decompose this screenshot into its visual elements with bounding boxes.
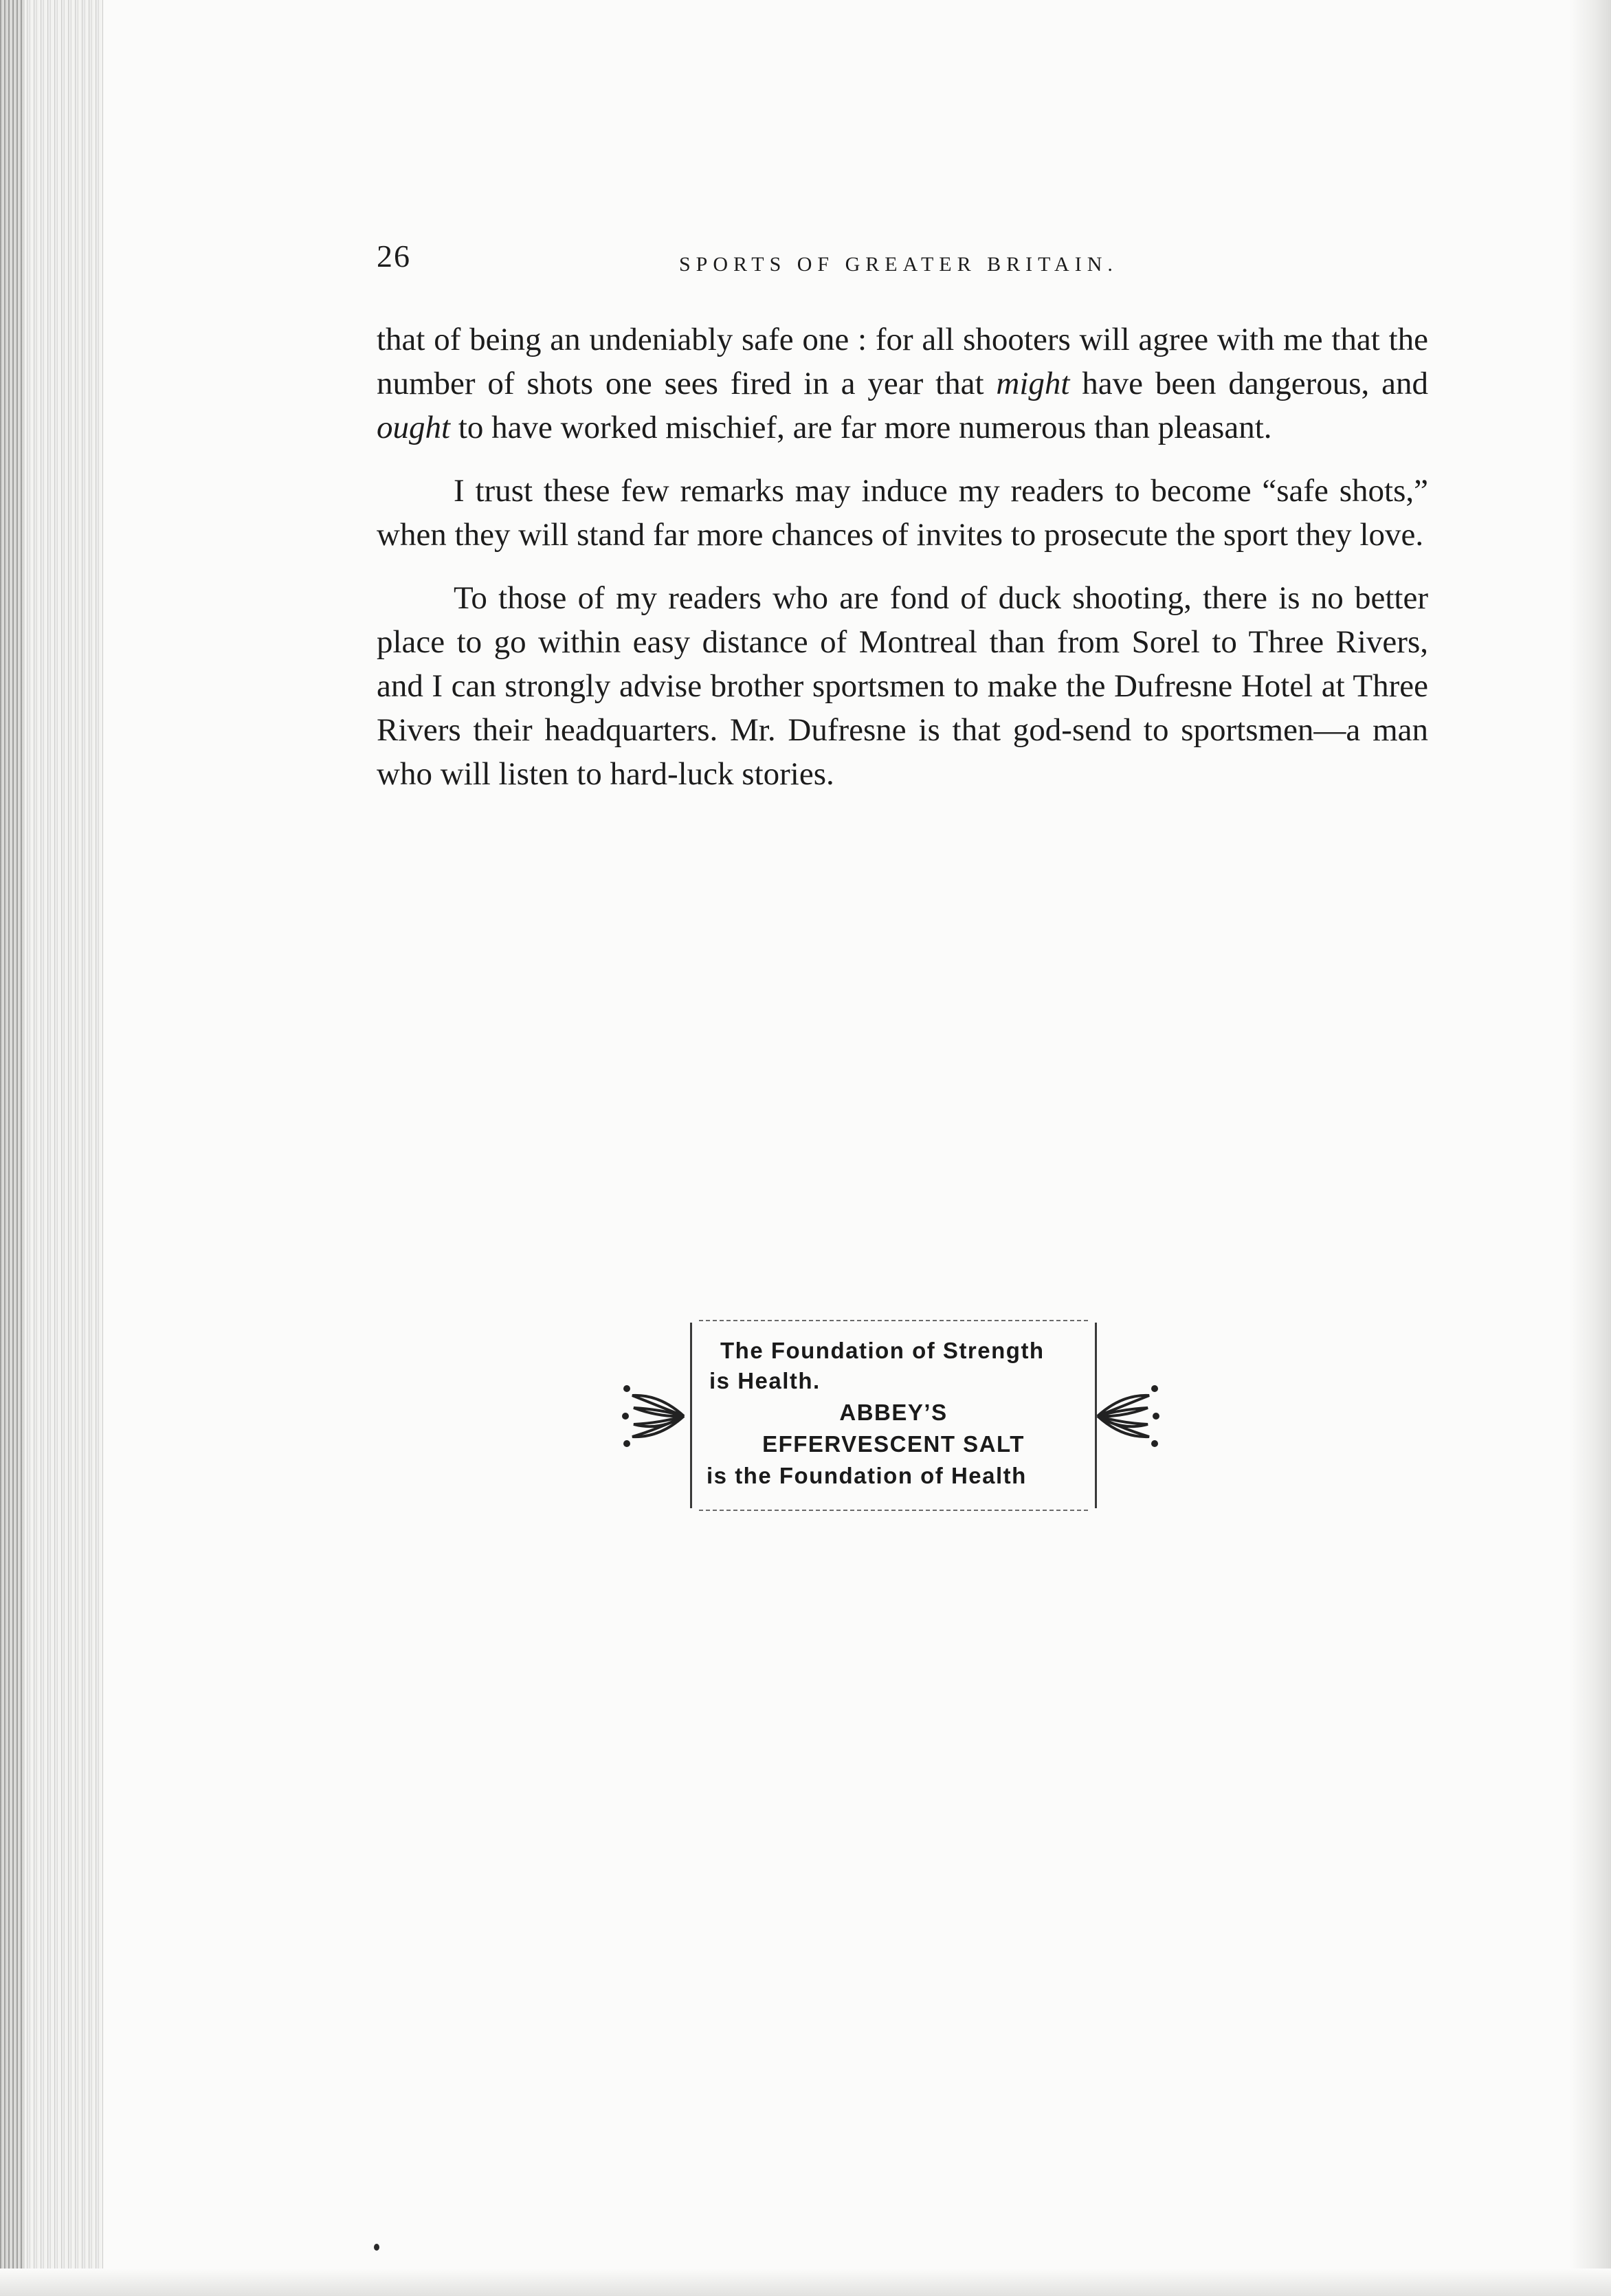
text-segment: I trust these few remarks may induce my readers to become “safe shots,” when they will stand far more chances of invites to prosecute the sport they love. bbox=[377, 473, 1428, 553]
page-header bbox=[377, 238, 1428, 279]
ad-line-5: is the Foundation of Health bbox=[707, 1463, 1027, 1488]
ad-line-2: is Health. bbox=[709, 1368, 821, 1393]
leaf-ornament-left-icon bbox=[619, 1375, 687, 1457]
ad-line-1: The Foundation of Strength bbox=[720, 1338, 1045, 1363]
page-number: 26 bbox=[377, 239, 411, 274]
running-title: SPORTS OF GREATER BRITAIN. bbox=[679, 253, 1118, 276]
leaf-ornament-right-icon bbox=[1094, 1375, 1163, 1457]
paragraph bbox=[377, 318, 1428, 450]
page-edge-right bbox=[1570, 0, 1611, 2296]
text-segment: have been dangerous, and bbox=[1069, 366, 1428, 401]
text-segment: that of being an undeniably safe one : for all shooters will agree with me that the number of shots one sees fired in a year that bbox=[377, 322, 1428, 401]
ad-brand: ABBEY’S bbox=[839, 1400, 948, 1425]
advertisement-box bbox=[690, 1323, 1097, 1508]
paragraph bbox=[377, 576, 1428, 796]
binding-shadow bbox=[0, 0, 25, 2296]
italic-text: might bbox=[996, 366, 1070, 401]
ad-product: EFFERVESCENT SALT bbox=[762, 1431, 1025, 1457]
text-segment: To those of my readers who are fond of duck shooting, there is no better place to go within easy distance of Montreal than from Sorel to Three Rivers, and I can strongly advise brother sportsmen to make the Dufresne Hotel at Three Rivers their headquarters. Mr. Dufresne is that god-send to sportsmen—a man who will listen to hard-luck stories. bbox=[377, 580, 1428, 792]
body-text bbox=[377, 318, 1428, 815]
italic-text: ought bbox=[377, 410, 451, 445]
page-edge-bottom bbox=[0, 2269, 1611, 2296]
text-segment: to have worked mischief, are far more numerous than pleasant. bbox=[450, 410, 1272, 445]
paragraph bbox=[377, 469, 1428, 557]
ink-speck bbox=[374, 2244, 379, 2251]
